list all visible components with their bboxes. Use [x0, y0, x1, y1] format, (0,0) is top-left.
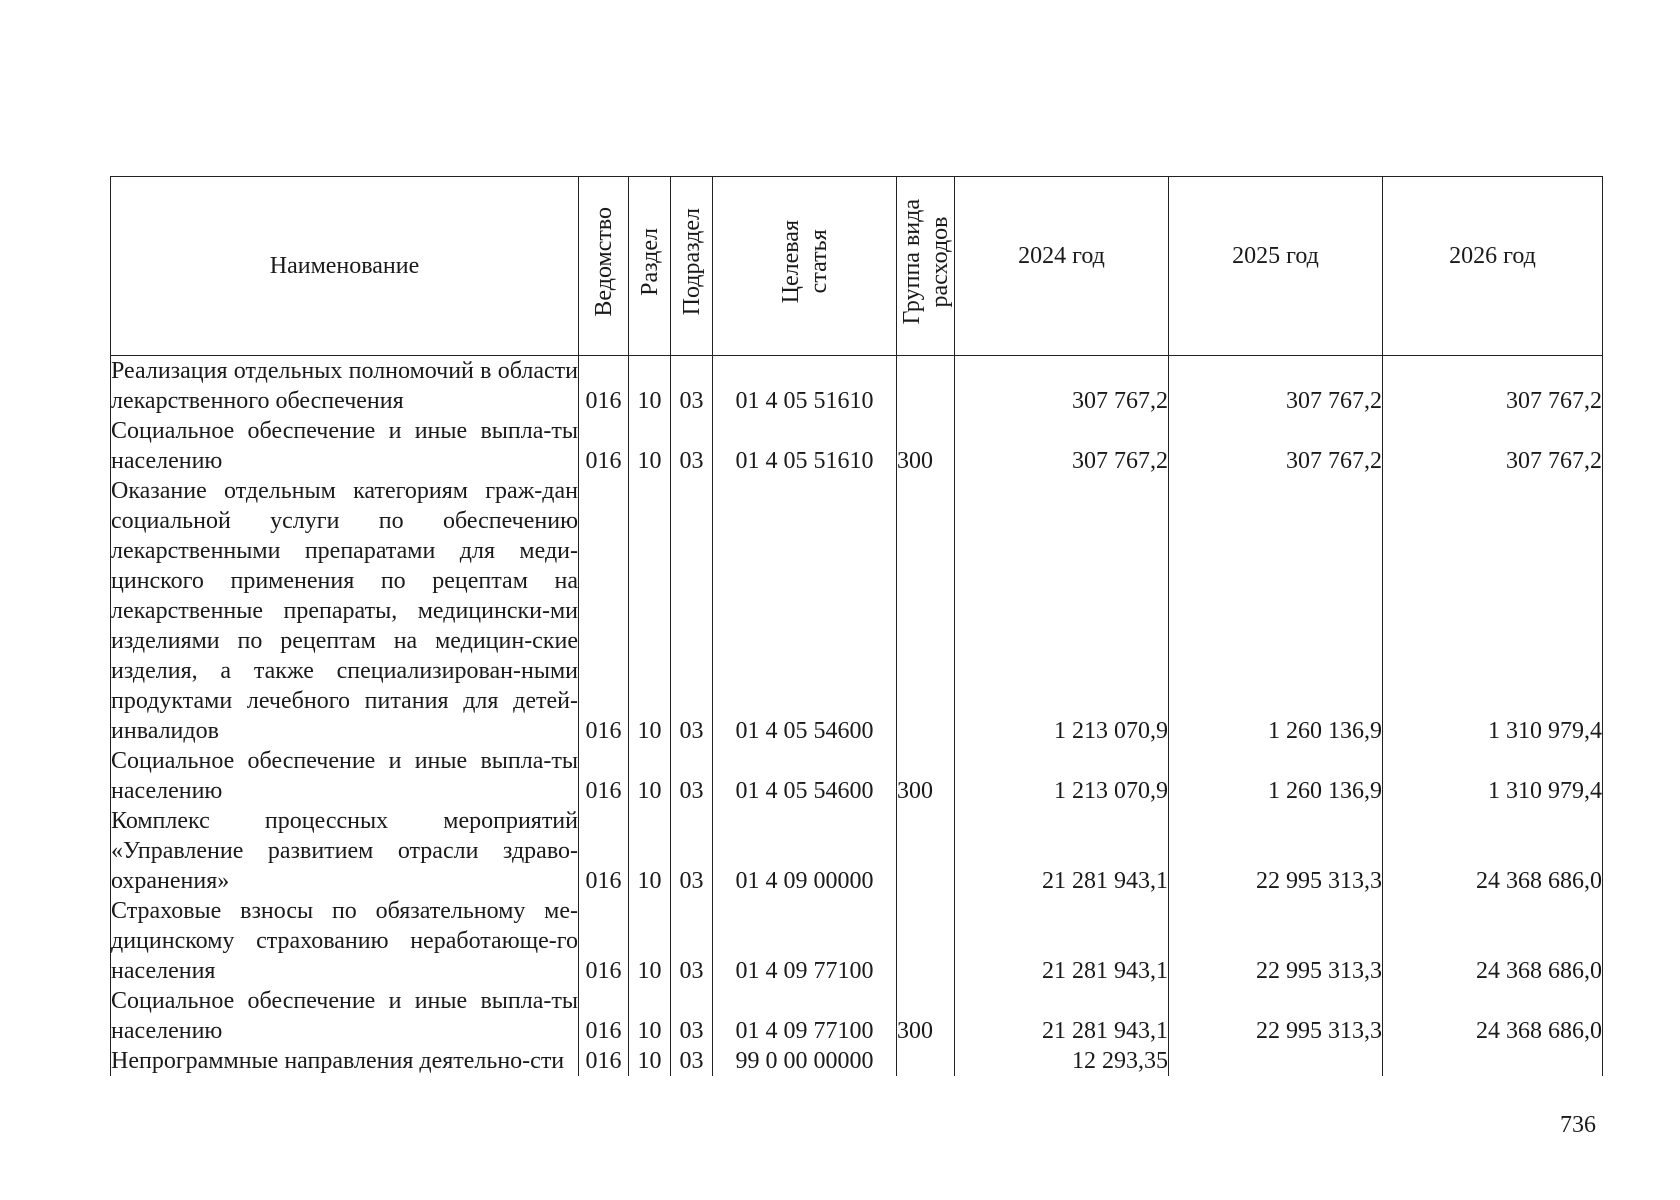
- row-celevaya-statya: 01 4 05 54600: [713, 746, 897, 806]
- header-name: Наименование: [111, 177, 579, 356]
- row-podrazdel: 03: [671, 476, 713, 746]
- row-value-2024: 1 213 070,9: [955, 746, 1169, 806]
- row-gruppa-vida-rashodov: [897, 356, 955, 417]
- page-number: 736: [1560, 1112, 1596, 1138]
- row-vedomstvo: 016: [579, 896, 629, 986]
- header-podrazdel: Подраздел: [671, 177, 713, 356]
- row-vedomstvo: 016: [579, 746, 629, 806]
- row-podrazdel: 03: [671, 1046, 713, 1076]
- row-razdel: 10: [629, 1046, 671, 1076]
- row-gruppa-vida-rashodov: [897, 896, 955, 986]
- row-celevaya-statya: 99 0 00 00000: [713, 1046, 897, 1076]
- table-row: [111, 806, 1603, 896]
- table-row: [111, 986, 1603, 1046]
- row-gruppa-vida-rashodov: 300: [897, 746, 955, 806]
- table-row: [111, 1046, 1603, 1076]
- row-gruppa-vida-rashodov: 300: [897, 986, 955, 1046]
- row-gruppa-vida-rashodov: 300: [897, 416, 955, 476]
- row-celevaya-statya: 01 4 05 51610: [713, 356, 897, 417]
- row-vedomstvo: 016: [579, 356, 629, 417]
- row-value-2026: 24 368 686,0: [1383, 986, 1603, 1046]
- header-celevaya-statya: Целевая статья: [713, 177, 897, 356]
- row-razdel: 10: [629, 806, 671, 896]
- row-value-2026: 307 767,2: [1383, 356, 1603, 417]
- row-podrazdel: 03: [671, 746, 713, 806]
- row-celevaya-statya: 01 4 09 00000: [713, 806, 897, 896]
- row-gruppa-vida-rashodov: [897, 806, 955, 896]
- row-vedomstvo: 016: [579, 806, 629, 896]
- table-row: [111, 896, 1603, 986]
- row-podrazdel: 03: [671, 356, 713, 417]
- row-value-2024: 12 293,35: [955, 1046, 1169, 1076]
- row-value-2025: 1 260 136,9: [1169, 476, 1383, 746]
- row-value-2024: 21 281 943,1: [955, 806, 1169, 896]
- row-value-2026: 1 310 979,4: [1383, 746, 1603, 806]
- row-value-2025: 22 995 313,3: [1169, 896, 1383, 986]
- row-celevaya-statya: 01 4 05 51610: [713, 416, 897, 476]
- table-row: [111, 356, 1603, 417]
- row-value-2025: 307 767,2: [1169, 416, 1383, 476]
- table-row: [111, 416, 1603, 476]
- row-vedomstvo: 016: [579, 986, 629, 1046]
- budget-table: [110, 176, 1603, 1076]
- row-value-2026: 24 368 686,0: [1383, 806, 1603, 896]
- header-razdel: Раздел: [629, 177, 671, 356]
- row-value-2024: 21 281 943,1: [955, 896, 1169, 986]
- row-value-2026: [1383, 1046, 1603, 1076]
- row-celevaya-statya: 01 4 09 77100: [713, 896, 897, 986]
- row-name: Реализация отдельных полномочий в области лекарственного обеспечения: [111, 356, 579, 417]
- header-2025: 2025 год: [1169, 177, 1383, 356]
- row-value-2025: 1 260 136,9: [1169, 746, 1383, 806]
- row-name: Социальное обеспечение и иные выпла-ты населению: [111, 988, 578, 1044]
- header-gruppa-vida-rashodov: Группа вида расходов: [897, 177, 955, 356]
- row-value-2024: 21 281 943,1: [955, 986, 1169, 1046]
- row-value-2024: 1 213 070,9: [955, 476, 1169, 746]
- row-razdel: 10: [629, 476, 671, 746]
- header-2026: 2026 год: [1383, 177, 1603, 356]
- row-gruppa-vida-rashodov: [897, 1046, 955, 1076]
- row-razdel: 10: [629, 356, 671, 417]
- row-value-2026: 1 310 979,4: [1383, 476, 1603, 746]
- row-name: Социальное обеспечение и иные выпла-ты населению: [111, 748, 578, 804]
- row-name: Оказание отдельным категориям граж-дан социальной услуги по обеспечению лекарственными препаратами для меди-цинского применения по рецептам на лекарственные препараты, медицински-ми изделиями по рецептам на медицин-ские изделия, а также специализирован-ными продуктами лечебного питания для детей-инвалидов: [111, 478, 578, 744]
- row-value-2024: 307 767,2: [955, 356, 1169, 417]
- row-name: Социальное обеспечение и иные выпла-ты населению: [111, 418, 578, 474]
- row-name: Страховые взносы по обязательному ме-дицинскому страхованию неработающе-го населения: [111, 898, 578, 984]
- row-razdel: 10: [629, 986, 671, 1046]
- row-name: Комплекс процессных мероприятий «Управление развитием отрасли здраво-охранения»: [111, 808, 578, 894]
- table-header-row: [111, 177, 1603, 356]
- header-vedomstvo: Ведомство: [579, 177, 629, 356]
- row-razdel: 10: [629, 746, 671, 806]
- row-vedomstvo: 016: [579, 1046, 629, 1076]
- row-value-2025: [1169, 1046, 1383, 1076]
- row-podrazdel: 03: [671, 986, 713, 1046]
- header-2024: 2024 год: [955, 177, 1169, 356]
- row-value-2024: 307 767,2: [955, 416, 1169, 476]
- row-value-2025: 22 995 313,3: [1169, 806, 1383, 896]
- row-value-2025: 22 995 313,3: [1169, 986, 1383, 1046]
- row-gruppa-vida-rashodov: [897, 476, 955, 746]
- row-razdel: 10: [629, 416, 671, 476]
- row-podrazdel: 03: [671, 806, 713, 896]
- row-podrazdel: 03: [671, 896, 713, 986]
- table-row: [111, 746, 1603, 806]
- row-vedomstvo: 016: [579, 416, 629, 476]
- row-vedomstvo: 016: [579, 476, 629, 746]
- row-celevaya-statya: 01 4 05 54600: [713, 476, 897, 746]
- row-podrazdel: 03: [671, 416, 713, 476]
- row-value-2026: 24 368 686,0: [1383, 896, 1603, 986]
- row-name: Непрограммные направления деятельно-сти: [111, 1046, 579, 1076]
- row-razdel: 10: [629, 896, 671, 986]
- row-celevaya-statya: 01 4 09 77100: [713, 986, 897, 1046]
- table-row: [111, 476, 1603, 746]
- row-value-2026: 307 767,2: [1383, 416, 1603, 476]
- row-value-2025: 307 767,2: [1169, 356, 1383, 417]
